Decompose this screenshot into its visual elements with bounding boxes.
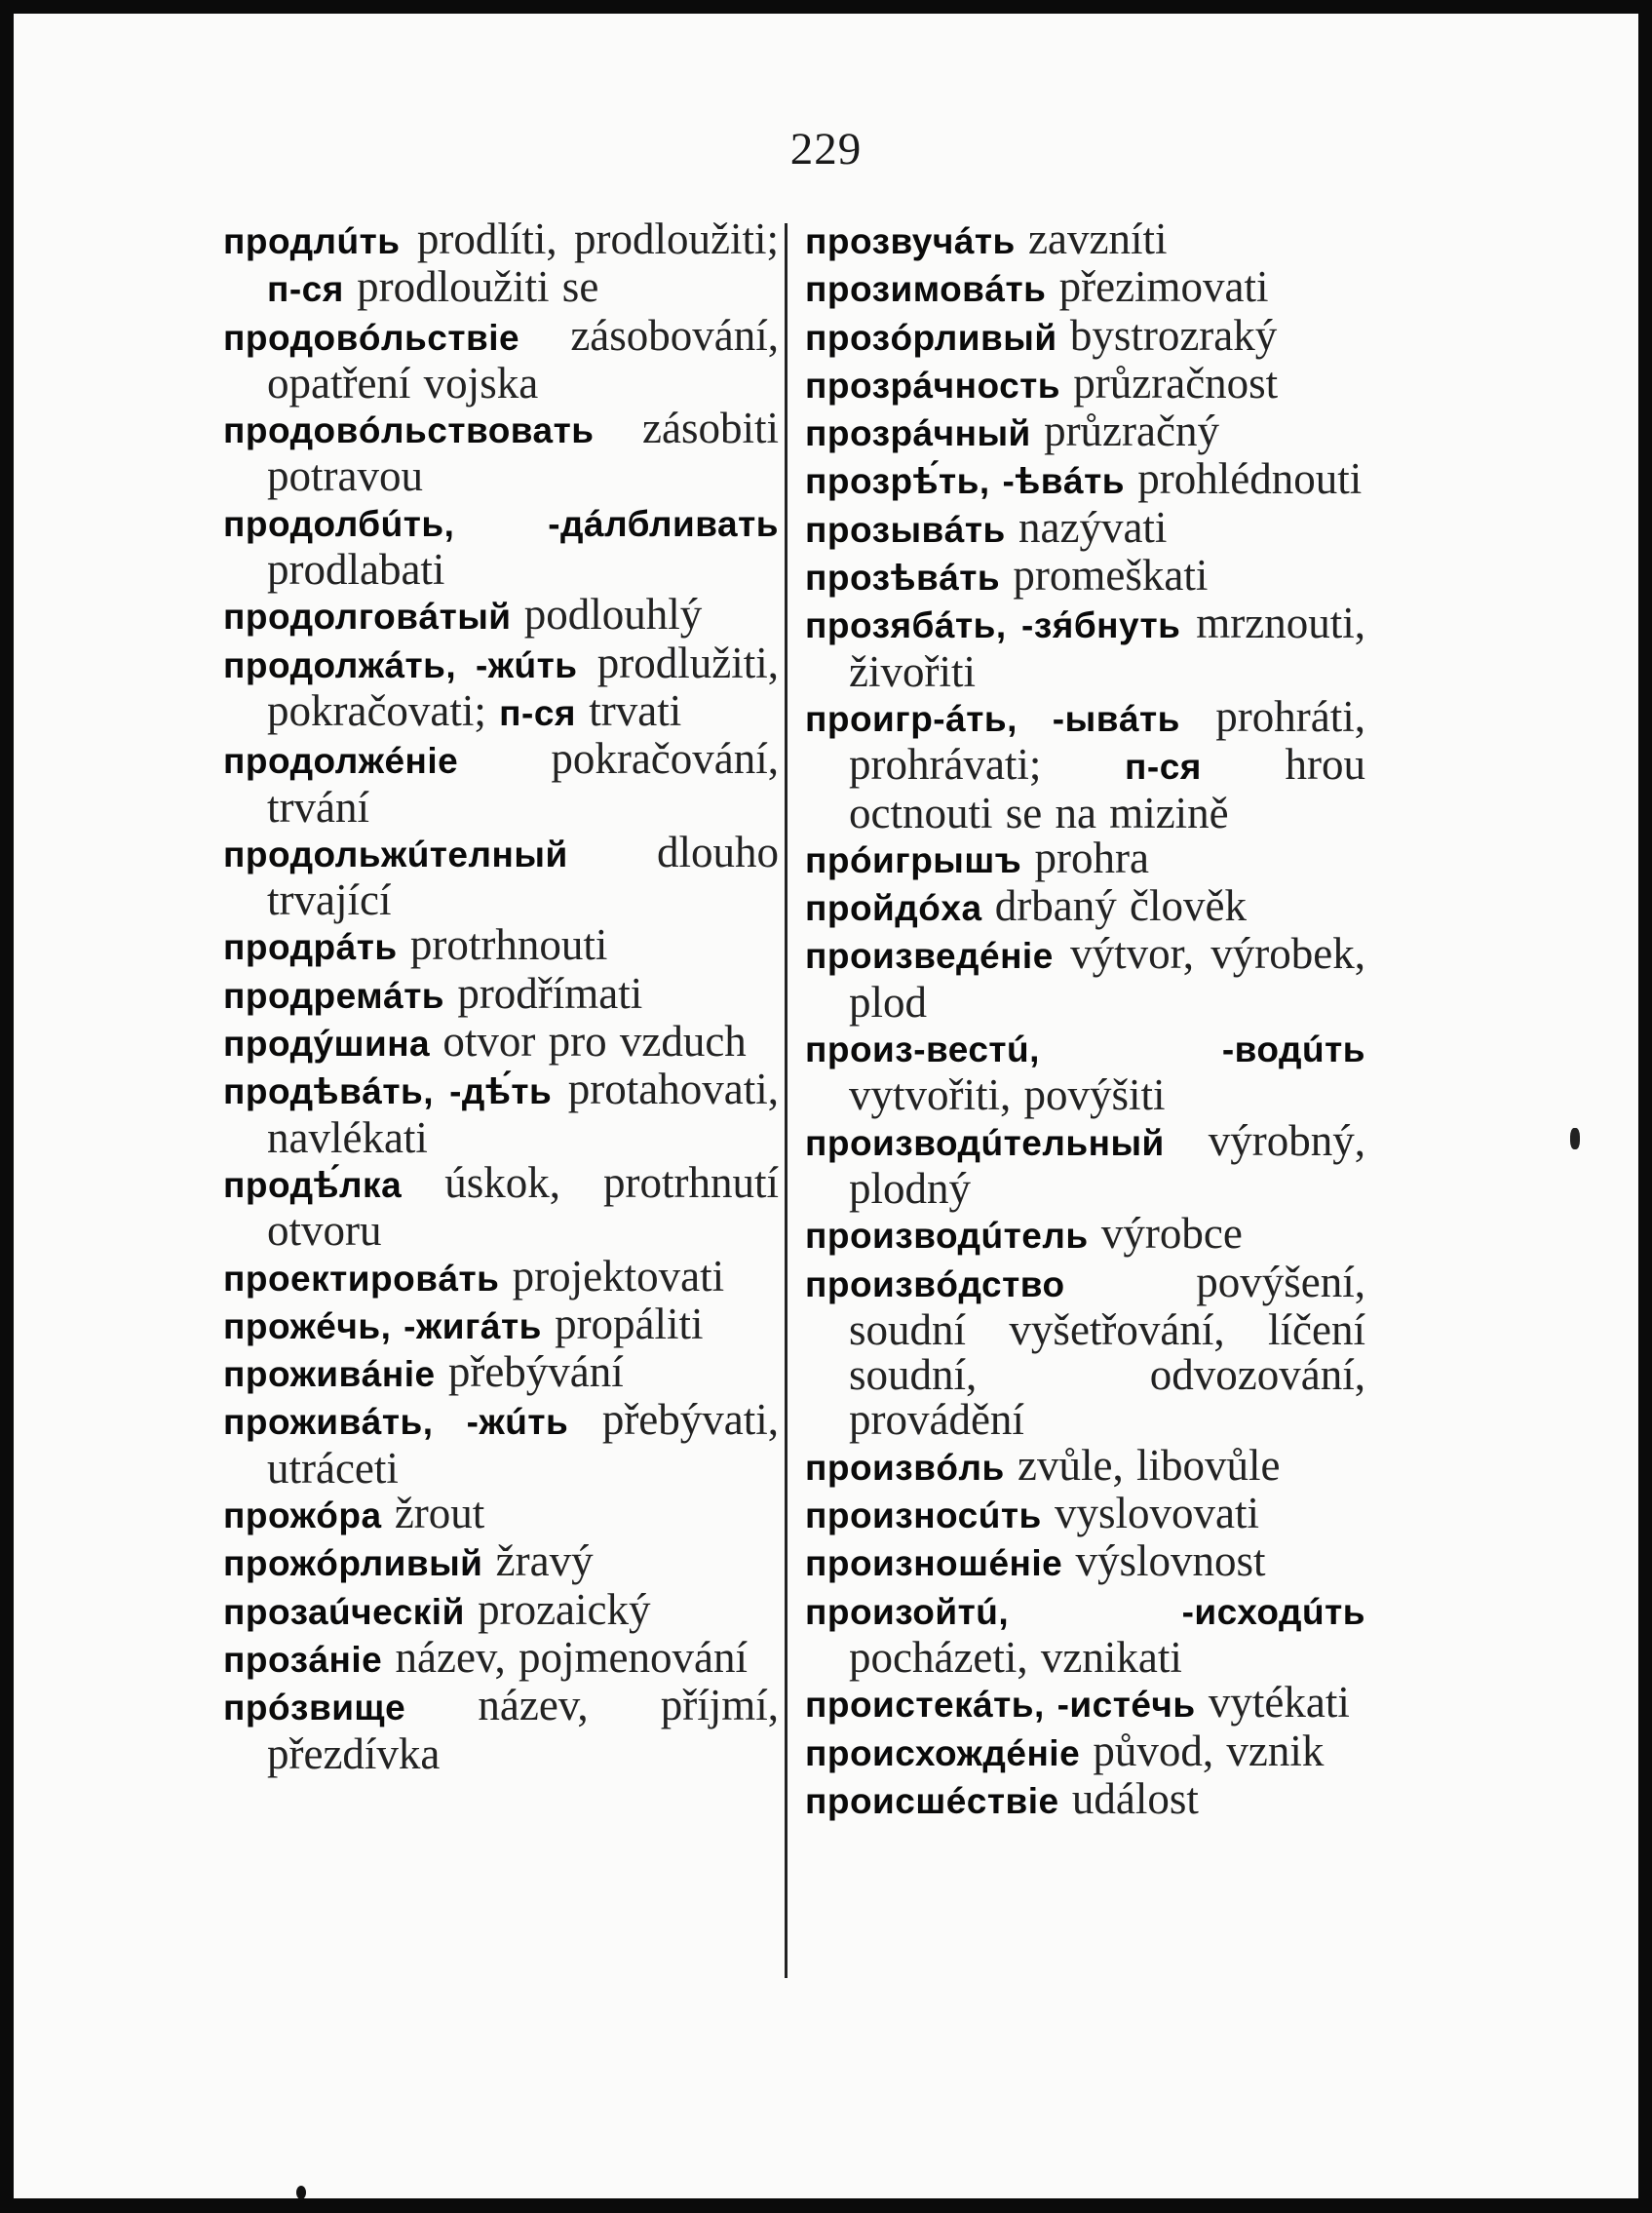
- headword: проектировáть: [223, 1258, 500, 1299]
- definition: pokračování, trvání: [267, 734, 779, 832]
- definition: název, pojmenování: [382, 1632, 748, 1682]
- definition: vytékati: [1195, 1678, 1350, 1728]
- headword: продýшина: [223, 1024, 431, 1065]
- dictionary-entry: [223, 310, 779, 408]
- headword: продѣвáть, -дѣ́ть: [223, 1071, 553, 1112]
- headword: продольжúтелный: [223, 834, 568, 874]
- headword: прóигрышъ: [805, 839, 1022, 880]
- definition: prohlédnouti: [1125, 454, 1363, 504]
- definition: výrobce: [1088, 1209, 1243, 1259]
- definition: prodlabati: [267, 545, 445, 595]
- dictionary-entry: [223, 592, 779, 640]
- dictionary-entry: [223, 1538, 779, 1586]
- definition: promeškati: [1000, 551, 1209, 601]
- headword: продовóльствовать: [223, 410, 595, 451]
- headword: проистекáть, -истéчь: [805, 1685, 1196, 1726]
- dictionary-entry: [805, 601, 1365, 694]
- ink-fleck: [1570, 1128, 1580, 1149]
- definition: nazývati: [1005, 502, 1168, 552]
- headword: производúтельный: [805, 1122, 1165, 1163]
- definition: prohráti, prohrávati;: [849, 691, 1365, 790]
- dictionary-entry: [223, 1632, 779, 1683]
- dictionary-entry: [223, 1349, 779, 1397]
- definition: přebývati, utráceti: [267, 1395, 779, 1493]
- dictionary-entry: [805, 1257, 1365, 1445]
- dictionary-entry: [223, 1491, 779, 1538]
- dictionary-entry: [223, 1301, 779, 1349]
- definition: otvor pro vzduch: [430, 1017, 747, 1067]
- dictionary-entry: [805, 1115, 1365, 1213]
- definition: pocházeti, vznikati: [849, 1632, 1182, 1682]
- headword: проигр-áть, -ывáть: [805, 698, 1180, 739]
- definition: zásobiti potravou: [267, 404, 779, 501]
- headword: происшéствіе: [805, 1780, 1059, 1821]
- definition: vytvořiti, povýšiti: [849, 1070, 1166, 1120]
- headword: произвóль: [805, 1447, 1005, 1488]
- dictionary-entry: [805, 1680, 1365, 1728]
- headword: произносúть: [805, 1495, 1042, 1536]
- headword: продолжéніе: [223, 741, 459, 782]
- headword: продѣ́лка: [223, 1164, 403, 1205]
- definition: zavzníti: [1015, 214, 1168, 263]
- definition: mrznouti, živořiti: [849, 599, 1365, 696]
- definition: původ, vznik: [1080, 1726, 1325, 1775]
- headword: прозвучáть: [805, 221, 1016, 261]
- dictionary-entry: [223, 406, 779, 499]
- definition: událost: [1058, 1773, 1199, 1823]
- dictionary-entry: [223, 1683, 779, 1776]
- definition: povýšení, soudní vyšetřování, líčení soudní, odvozování, provádění: [849, 1257, 1365, 1445]
- headword: продовóльствіе: [223, 317, 520, 358]
- definition: přebývání: [435, 1347, 624, 1397]
- definition: prodřímati: [444, 968, 643, 1018]
- definition: přezimovati: [1046, 262, 1269, 312]
- definition: prohra: [1021, 833, 1149, 882]
- definition: prodloužiti se: [343, 262, 599, 312]
- dictionary-entry: [805, 931, 1365, 1025]
- headword: прозывáть: [805, 509, 1006, 550]
- headword: производúтель: [805, 1216, 1089, 1257]
- definition: průzračnost: [1060, 358, 1279, 408]
- headword: прозрáчный: [805, 413, 1031, 454]
- definition: dlouho trvající: [267, 827, 779, 925]
- dictionary-entry: [805, 691, 1365, 837]
- definition: projektovati: [499, 1251, 725, 1301]
- definition: protahovati, navlékati: [267, 1065, 779, 1162]
- dictionary-entry: [223, 922, 779, 970]
- dictionary-entry: [223, 1251, 779, 1301]
- headword: прожéчь, -жигáть: [223, 1305, 542, 1346]
- headword: прозимовáть: [805, 269, 1047, 310]
- headword: проживáніе: [223, 1354, 436, 1395]
- definition: vyslovovati: [1041, 1489, 1259, 1538]
- dictionary-entry: [223, 1067, 779, 1160]
- headword: продолжáть, -жúть: [223, 644, 578, 685]
- dictionary-entry: [805, 1587, 1365, 1681]
- dictionary-entry: [805, 216, 1365, 264]
- dictionary-entry: [223, 736, 779, 830]
- headword: произношéніе: [805, 1543, 1063, 1584]
- definition: propáliti: [541, 1299, 704, 1348]
- dictionary-entry: [223, 1019, 779, 1067]
- dictionary-entry: [223, 638, 779, 737]
- headword: продремáть: [223, 975, 445, 1016]
- definition: průzračný: [1030, 407, 1219, 456]
- dictionary-entry: [805, 358, 1365, 408]
- dictionary-page: [14, 14, 1638, 2198]
- column-divider: [785, 223, 788, 1978]
- headword: прозáніе: [223, 1639, 383, 1680]
- headword: продрáть: [223, 927, 398, 968]
- definition: výtvor, výrobek, plod: [849, 929, 1365, 1027]
- headword: прозрáчность: [805, 365, 1061, 406]
- right-column: [805, 216, 1365, 1824]
- dictionary-entry: [805, 835, 1365, 883]
- headword: пройдóха: [805, 888, 982, 929]
- headword: произойтú, -исходúть: [805, 1591, 1365, 1632]
- dictionary-entry: [805, 1773, 1365, 1824]
- dictionary-entry: [805, 502, 1365, 553]
- headword: проживáть, -жúть: [223, 1402, 569, 1443]
- definition: hrou octnouti se na mizině: [849, 740, 1365, 837]
- headword: п-ся: [267, 269, 344, 310]
- headword: прозóрливый: [805, 317, 1057, 358]
- headword: прозрѣ́ть, -ѣвáть: [805, 461, 1125, 502]
- definition: žravý: [482, 1536, 594, 1586]
- headword: прозѣвáть: [805, 558, 1001, 599]
- definition: prodlužiti, pokračovati;: [267, 638, 779, 735]
- dictionary-entry: [805, 883, 1365, 931]
- definition: prodlíti, prodloužiti;: [400, 214, 779, 263]
- definition: drbaný člověk: [981, 881, 1247, 931]
- headword: продлúть: [223, 221, 401, 261]
- headword: прожóрливый: [223, 1543, 483, 1584]
- dictionary-entry: [805, 456, 1365, 504]
- headword: прожóра: [223, 1495, 382, 1536]
- definition: název, příjmí, přezdívka: [267, 1681, 779, 1778]
- dictionary-entry: [223, 216, 779, 313]
- page-number: 229: [789, 124, 863, 175]
- headword: произ-вестú, -водúть: [805, 1029, 1365, 1070]
- headword: произведéніе: [805, 936, 1054, 977]
- dictionary-entry: [805, 1211, 1365, 1259]
- headword: продолбúть, -дáлбливать: [223, 503, 779, 544]
- definition: výrobný, plodný: [849, 1115, 1365, 1213]
- definition: úskok, protrhnutí otvoru: [267, 1157, 779, 1256]
- headword: п-ся: [499, 692, 577, 733]
- definition: bystrozraký: [1057, 310, 1278, 360]
- headword: прозябáть, -зя́бнуть: [805, 605, 1181, 646]
- dictionary-entry: [805, 1728, 1365, 1776]
- headword: прозаúческій: [223, 1591, 465, 1632]
- headword: происхождéніе: [805, 1732, 1081, 1773]
- dictionary-entry: [223, 499, 779, 593]
- dictionary-entry: [805, 553, 1365, 601]
- headword: продолговáтый: [223, 597, 512, 638]
- dictionary-entry: [223, 1397, 779, 1491]
- definition: žrout: [381, 1489, 485, 1538]
- dictionary-entry: [805, 1491, 1365, 1538]
- dictionary-entry: [223, 968, 779, 1019]
- ink-speck: [296, 2186, 306, 2199]
- definition: podlouhlý: [511, 590, 703, 640]
- headword: произвóдство: [805, 1263, 1065, 1304]
- dictionary-entry: [805, 1440, 1365, 1491]
- dictionary-entry: [805, 310, 1365, 361]
- dictionary-entry: [805, 408, 1365, 456]
- headword: п-ся: [1125, 747, 1202, 788]
- definition: zásobování, opatření vojska: [267, 310, 779, 408]
- definition: výslovnost: [1062, 1536, 1266, 1586]
- definition: zvůle, libovůle: [1004, 1440, 1281, 1490]
- definition: trvati: [576, 685, 682, 735]
- dictionary-entry: [223, 1584, 779, 1635]
- dictionary-entry: [223, 1157, 779, 1256]
- dictionary-entry: [223, 827, 779, 925]
- definition: prozaický: [464, 1584, 651, 1634]
- dictionary-entry: [805, 264, 1365, 312]
- definition: protrhnouti: [397, 920, 608, 970]
- headword: прóзвище: [223, 1688, 406, 1728]
- dictionary-entry: [805, 1025, 1365, 1118]
- left-column: [223, 216, 779, 1776]
- dictionary-entry: [805, 1538, 1365, 1586]
